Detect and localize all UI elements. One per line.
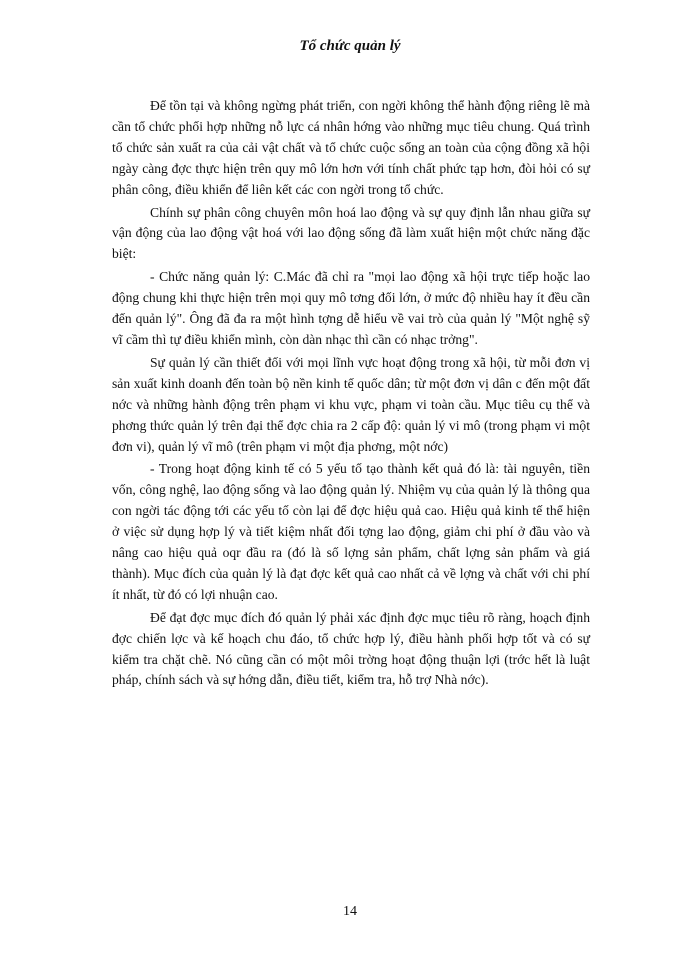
paragraph-management-scope: Sự quản lý cần thiết đối với mọi lĩnh vực hoạt động trong xã hội, từ mỗi đơn vị sản xuất kinh doanh đến toàn bộ nền kinh tế quốc dân; từ một đơn vị dân c đến một đất nớc và những hành động trên phạm vi khu vực, phạm vi toàn cầu. Mục tiêu cụ thể và phơng thức quản lý trên đại thể đợc chia ra 2 cấp độ: quản lý vi mô (trong phạm vi một đơn vi), quản lý vĩ mô (trên phạm vi một địa phơng, một nớc) (112, 354, 590, 454)
paragraph-management-goals: Để đạt đợc mục đích đó quản lý phải xác định đợc mục tiêu rõ ràng, hoạch định đợc chiến lợc và kế hoạch chu đáo, tổ chức hợp lý, điều hành phối hợp tốt và có sự kiểm tra chặt chẽ. Nó cũng cần có một môi trờng hoạt động thuận lợi (trớc hết là luật pháp, chính sách và sự hớng dẫn, điều tiết, kiểm tra, hỗ trợ Nhà nớc). (112, 609, 590, 688)
paragraph-economic-factors: - Trong hoạt động kinh tế có 5 yếu tố tạo thành kết quả đó là: tài nguyên, tiền vốn, công nghệ, lao động sống và lao động quản lý. Nhiệm vụ của quản lý là thông qua con ngời tác động tới các yếu tố còn lại để đợc hiệu quả cao. Hiệu quả kinh tế thể hiện ở việc sử dụng hợp lý và tiết kiệm nhất đối tợng lao động, giảm chi phí ở đầu vào và nâng cao hiệu quả oqr đầu ra (đó là số lợng sản phẩm, chất lợng sản phẩm và giá thành). Mục đích của quản lý là đạt đợc kết quả cao nhất cả về lợng và chất với chi phí ít nhất, từ đó có lợi nhuận cao. (112, 461, 590, 602)
paragraph-division-of-labor: Chính sự phân công chuyên môn hoá lao động và sự quy định lẫn nhau giữa sự vận động của lao động vật hoá với lao động sống đã làm xuất hiện một chức năng đặc biệt: (112, 204, 590, 262)
paragraph-management-function: - Chức năng quản lý: C.Mác đã chỉ ra "mọi lao động xã hội trực tiếp hoặc lao động chung khi thực hiện trên mọi quy mô tơng đối lớn, ở mức độ nhiều hay ít đều cần đến quản lý". Ông đã đa ra một hình tợng dễ hiểu về vai trò của quản lý "Một nghệ sỹ vĩ cầm thì tự điều khiển mình, còn dàn nhạc thì cần có nhạc trởng". (112, 269, 590, 347)
page-number: 14 (343, 904, 357, 919)
paragraph-intro: Để tồn tại và không ngừng phát triển, con ngời không thể hành động riêng lẽ mà cần tổ chức phối hợp những nỗ lực cá nhân hớng vào những mục tiêu chung. Quá trình tổ chức sản xuất ra của cải vật chất và tổ chức cuộc sống an toàn của cộng đồng xã hội ngày càng đợc thực hiện trên quy mô lớn hơn với tính chất phức tạp hơn, đòi hỏi có sự phân công, điều khiển để liên kết các con ngời trong tổ chức. (112, 98, 590, 197)
body-text (112, 96, 590, 693)
page-header-title: Tổ chức quản lý (299, 38, 401, 54)
